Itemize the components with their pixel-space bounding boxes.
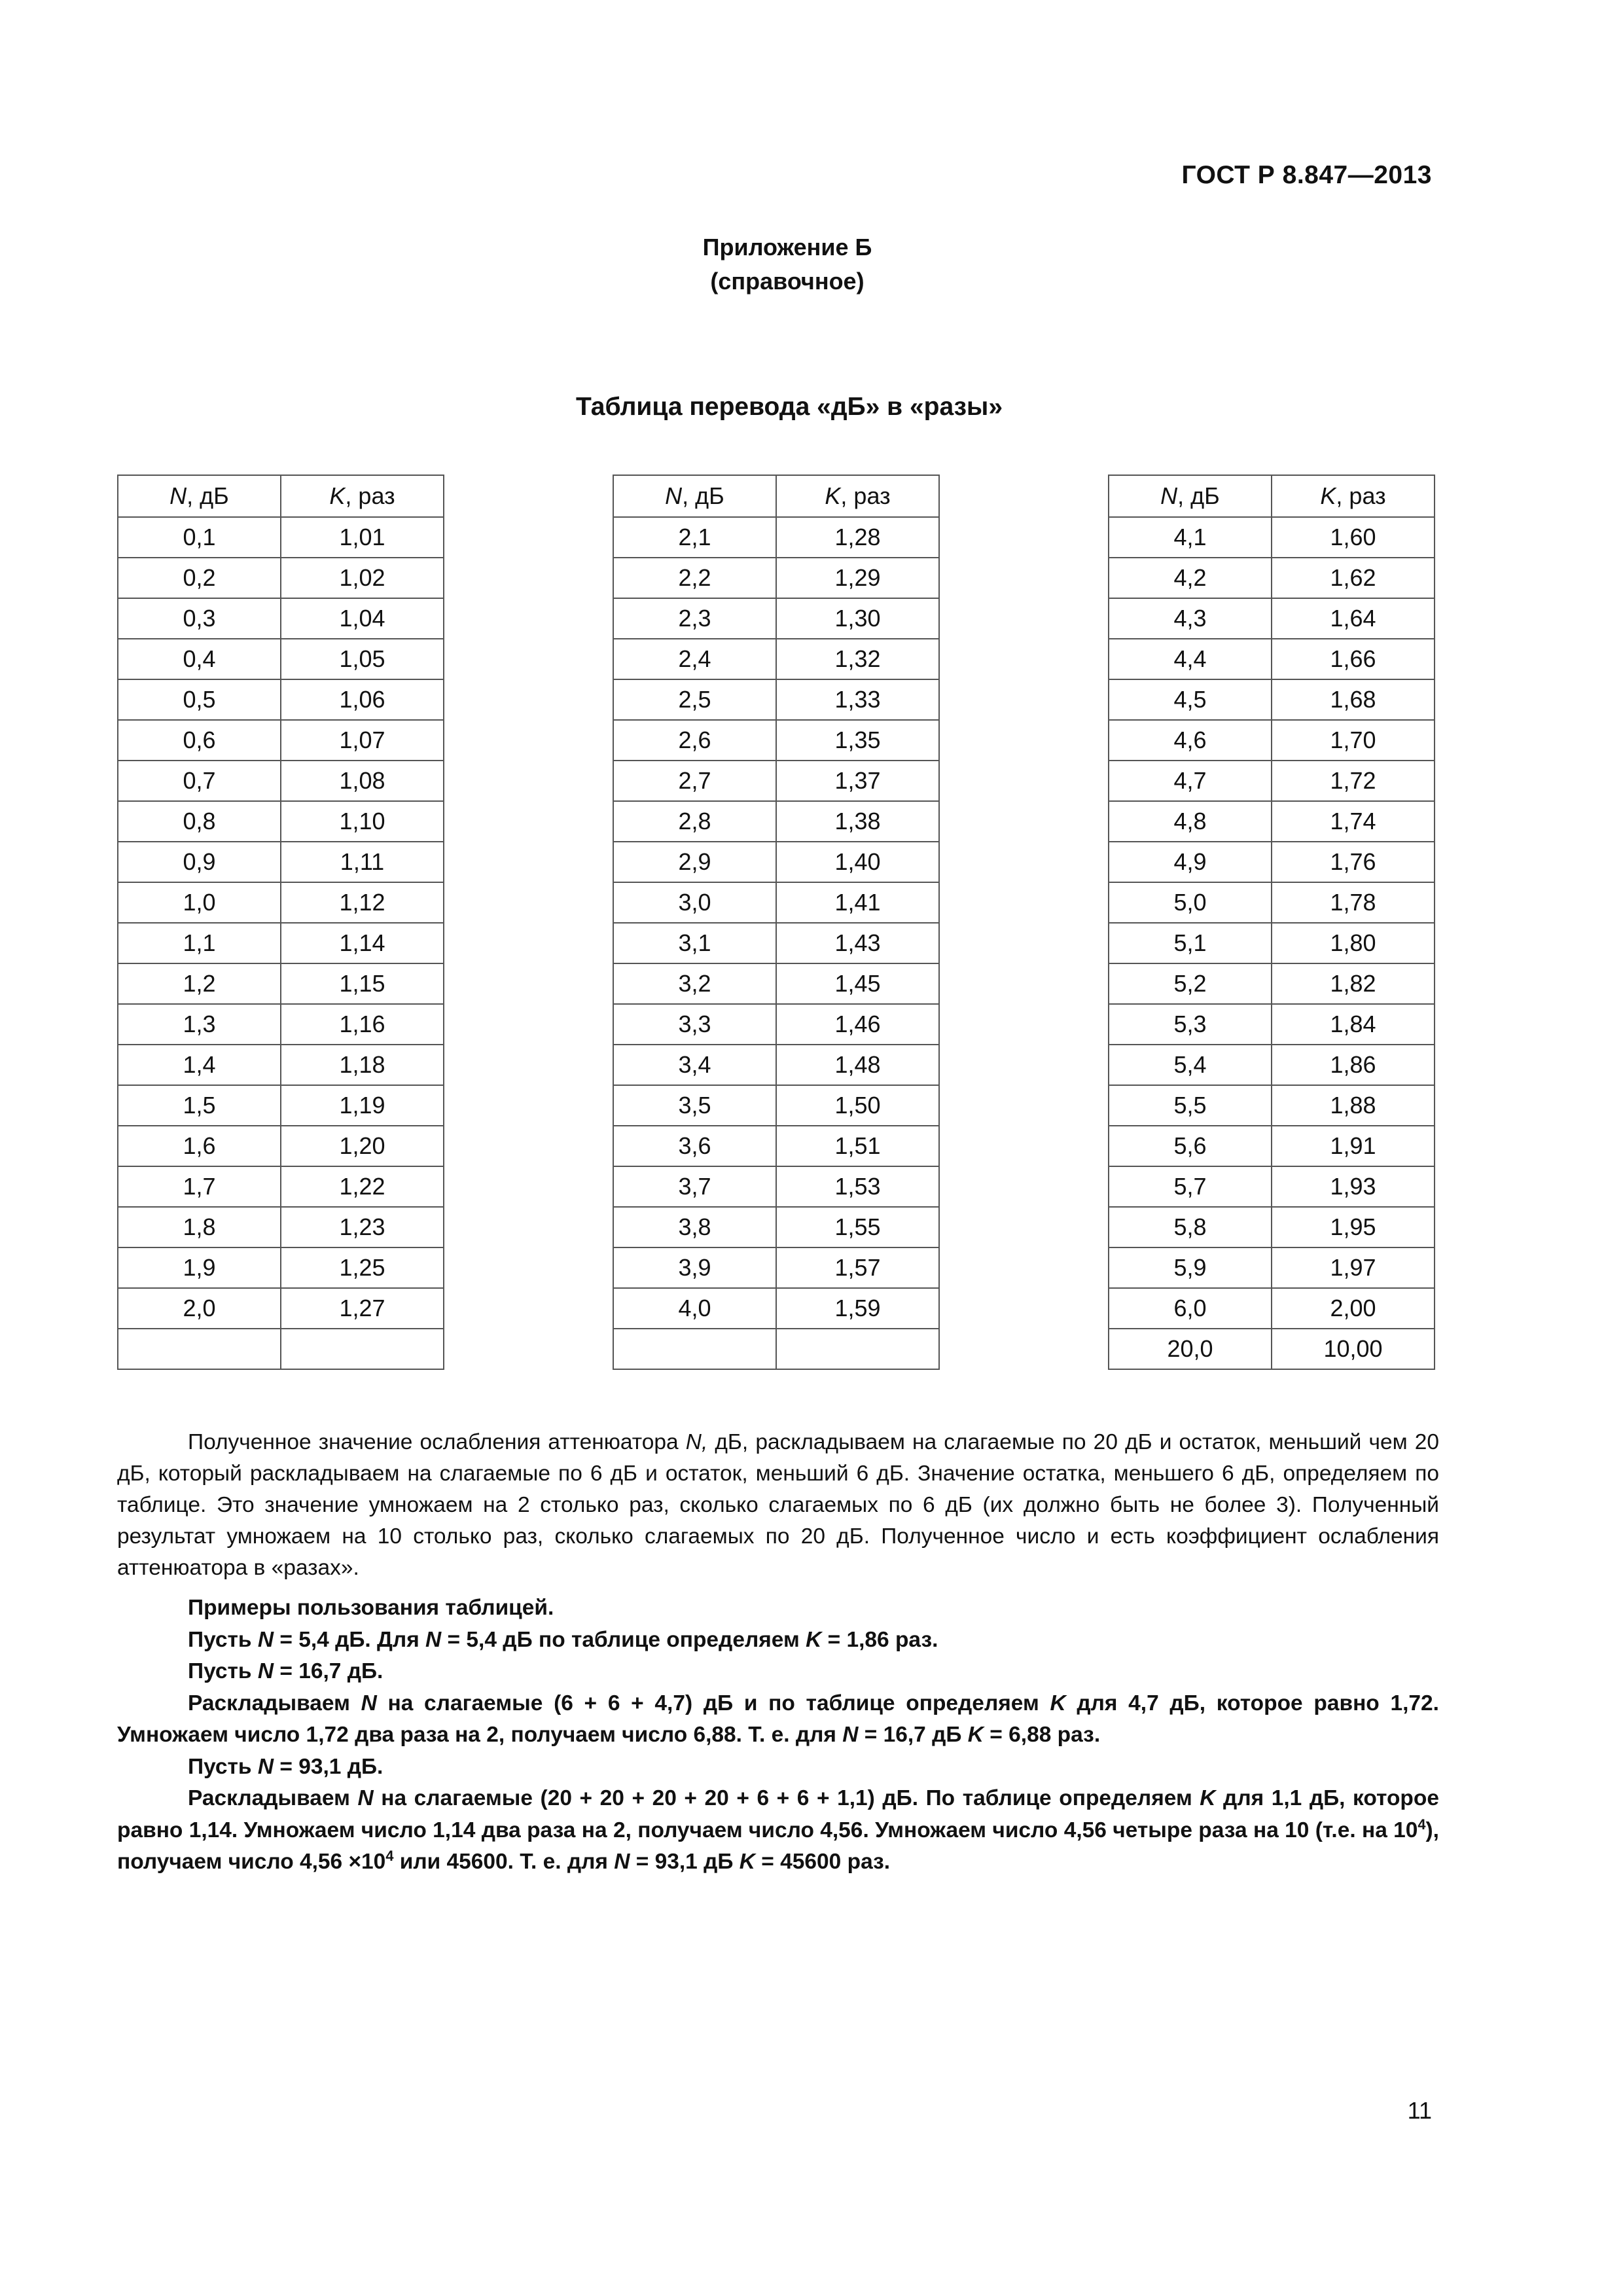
cell-k-times: 1,35 — [776, 720, 939, 761]
table-row — [118, 1329, 444, 1369]
cell-k-times: 2,00 — [1272, 1288, 1435, 1329]
table-row — [613, 517, 939, 558]
cell-k-times: 1,86 — [1272, 1045, 1435, 1085]
cell-k-times: 1,38 — [776, 801, 939, 842]
cell-k-times: 1,55 — [776, 1207, 939, 1247]
conversion-table-1 — [117, 475, 444, 1370]
cell-n-db: 20,0 — [1109, 1329, 1272, 1369]
table-row — [613, 1288, 939, 1329]
cell-k-times: 1,14 — [281, 923, 444, 963]
var-n: N, — [685, 1430, 708, 1454]
table-row — [613, 1329, 939, 1369]
cell-k-times: 1,78 — [1272, 882, 1435, 923]
page-number: 11 — [1407, 2097, 1432, 2124]
cell-n-db: 3,9 — [613, 1247, 776, 1288]
cell-n-db: 0,9 — [118, 842, 281, 882]
cell-k-times: 1,68 — [1272, 679, 1435, 720]
table-row — [1109, 1166, 1435, 1207]
header-k: K, раз — [281, 475, 444, 517]
table-row — [613, 1004, 939, 1045]
cell-n-db: 1,3 — [118, 1004, 281, 1045]
cell-n-db: 5,0 — [1109, 882, 1272, 923]
cell-k-times: 1,59 — [776, 1288, 939, 1329]
table-row — [1109, 720, 1435, 761]
cell-k-times: 1,32 — [776, 639, 939, 679]
cell-n-db: 2,6 — [613, 720, 776, 761]
cell-n-db: 5,1 — [1109, 923, 1272, 963]
cell-k-times: 1,11 — [281, 842, 444, 882]
cell-n-db: 5,9 — [1109, 1247, 1272, 1288]
cell-k-times: 1,16 — [281, 1004, 444, 1045]
table-row — [1109, 517, 1435, 558]
cell-k-times: 1,76 — [1272, 842, 1435, 882]
table-row — [613, 882, 939, 923]
cell-k-times: 1,41 — [776, 882, 939, 923]
table-row — [118, 558, 444, 598]
cell-n-db: 1,6 — [118, 1126, 281, 1166]
appendix-title: Приложение Б — [702, 234, 872, 260]
cell-k-times: 1,05 — [281, 639, 444, 679]
table-row — [613, 1085, 939, 1126]
cell-n-db: 1,9 — [118, 1247, 281, 1288]
cell-k-times: 1,25 — [281, 1247, 444, 1288]
cell-k-times: 1,60 — [1272, 517, 1435, 558]
document-code: ГОСТ Р 8.847—2013 — [1181, 161, 1432, 189]
cell-n-db: 5,2 — [1109, 963, 1272, 1004]
table-header-row — [613, 475, 939, 517]
header-n: N, дБ — [613, 475, 776, 517]
cell-n-db: 4,1 — [1109, 517, 1272, 558]
table-row — [613, 1126, 939, 1166]
cell-k-times: 1,18 — [281, 1045, 444, 1085]
table-row — [118, 923, 444, 963]
cell-n-db: 2,4 — [613, 639, 776, 679]
cell-n-db: 1,1 — [118, 923, 281, 963]
cell-n-db: 0,7 — [118, 761, 281, 801]
table-row — [1109, 558, 1435, 598]
conversion-table-3 — [1108, 475, 1435, 1370]
table-row — [1109, 882, 1435, 923]
cell-k-times: 1,28 — [776, 517, 939, 558]
cell-n-db: 0,8 — [118, 801, 281, 842]
cell-n-db: 3,2 — [613, 963, 776, 1004]
table-row — [1109, 761, 1435, 801]
cell-n-db: 1,8 — [118, 1207, 281, 1247]
cell-n-db: 3,3 — [613, 1004, 776, 1045]
cell-k-times: 1,95 — [1272, 1207, 1435, 1247]
cell-k-times: 1,97 — [1272, 1247, 1435, 1288]
cell-k-times: 1,57 — [776, 1247, 939, 1288]
cell-k-times: 1,43 — [776, 923, 939, 963]
cell-n-db: 1,7 — [118, 1166, 281, 1207]
cell-n-db: 2,8 — [613, 801, 776, 842]
cell-k-times: 1,12 — [281, 882, 444, 923]
cell-k-times: 1,66 — [1272, 639, 1435, 679]
cell-n-db: 2,3 — [613, 598, 776, 639]
table-row — [613, 639, 939, 679]
table-row — [613, 679, 939, 720]
appendix-subtitle: (справочное) — [710, 268, 865, 295]
cell-k-times: 1,19 — [281, 1085, 444, 1126]
cell-k-times: 1,91 — [1272, 1126, 1435, 1166]
table-row — [1109, 1085, 1435, 1126]
cell-k-times: 1,80 — [1272, 923, 1435, 963]
cell-k-times: 1,53 — [776, 1166, 939, 1207]
table-row — [613, 923, 939, 963]
cell-n-db: 3,7 — [613, 1166, 776, 1207]
table-row — [1109, 801, 1435, 842]
cell-k-times: 1,46 — [776, 1004, 939, 1045]
cell-k-times: 1,88 — [1272, 1085, 1435, 1126]
table-row — [1109, 923, 1435, 963]
cell-n-db — [613, 1329, 776, 1369]
cell-n-db: 0,6 — [118, 720, 281, 761]
cell-k-times: 1,82 — [1272, 963, 1435, 1004]
examples-section — [117, 1592, 1439, 1878]
table-row — [118, 1207, 444, 1247]
cell-n-db: 5,8 — [1109, 1207, 1272, 1247]
table-row — [1109, 598, 1435, 639]
cell-n-db: 3,0 — [613, 882, 776, 923]
table-row — [613, 1166, 939, 1207]
example-2: Пусть N = 16,7 дБ. — [188, 1659, 383, 1683]
cell-n-db: 3,4 — [613, 1045, 776, 1085]
cell-k-times: 1,22 — [281, 1166, 444, 1207]
table-row — [613, 842, 939, 882]
cell-n-db: 3,6 — [613, 1126, 776, 1166]
table-header-row — [1109, 475, 1435, 517]
cell-n-db: 4,4 — [1109, 639, 1272, 679]
table-row — [118, 842, 444, 882]
cell-k-times: 1,01 — [281, 517, 444, 558]
cell-k-times: 1,02 — [281, 558, 444, 598]
cell-n-db: 4,7 — [1109, 761, 1272, 801]
cell-n-db: 1,2 — [118, 963, 281, 1004]
table-row — [118, 963, 444, 1004]
table-row — [613, 598, 939, 639]
cell-k-times: 1,74 — [1272, 801, 1435, 842]
cell-n-db — [118, 1329, 281, 1369]
cell-n-db: 5,5 — [1109, 1085, 1272, 1126]
cell-k-times: 1,48 — [776, 1045, 939, 1085]
cell-n-db: 2,1 — [613, 517, 776, 558]
cell-n-db: 5,6 — [1109, 1126, 1272, 1166]
cell-k-times: 1,15 — [281, 963, 444, 1004]
cell-k-times: 1,04 — [281, 598, 444, 639]
table-row — [118, 1166, 444, 1207]
table-row — [1109, 1126, 1435, 1166]
table-row — [613, 761, 939, 801]
cell-n-db: 4,5 — [1109, 679, 1272, 720]
cell-k-times: 1,30 — [776, 598, 939, 639]
cell-n-db: 0,2 — [118, 558, 281, 598]
table-title — [0, 393, 1623, 422]
cell-k-times: 1,50 — [776, 1085, 939, 1126]
table-row — [613, 720, 939, 761]
cell-n-db: 2,7 — [613, 761, 776, 801]
cell-n-db: 3,5 — [613, 1085, 776, 1126]
cell-k-times: 1,51 — [776, 1126, 939, 1166]
cell-n-db: 3,1 — [613, 923, 776, 963]
cell-k-times — [281, 1329, 444, 1369]
cell-n-db: 5,4 — [1109, 1045, 1272, 1085]
table-title-text: Таблица перевода «дБ» в «разы» — [575, 393, 1003, 421]
table-row — [118, 720, 444, 761]
cell-k-times: 1,27 — [281, 1288, 444, 1329]
cell-k-times: 1,70 — [1272, 720, 1435, 761]
cell-n-db: 4,2 — [1109, 558, 1272, 598]
cell-n-db: 4,0 — [613, 1288, 776, 1329]
header-n: N, дБ — [1109, 475, 1272, 517]
table-header-row — [118, 475, 444, 517]
cell-n-db: 1,5 — [118, 1085, 281, 1126]
cell-k-times: 1,23 — [281, 1207, 444, 1247]
table-row — [118, 801, 444, 842]
table-row — [118, 679, 444, 720]
table-row — [1109, 1247, 1435, 1288]
table-row — [118, 1045, 444, 1085]
table-row — [613, 1207, 939, 1247]
cell-n-db: 2,2 — [613, 558, 776, 598]
table-row — [1109, 842, 1435, 882]
cell-k-times: 1,64 — [1272, 598, 1435, 639]
example-4: Пусть N = 93,1 дБ. — [188, 1754, 383, 1779]
examples-heading: Примеры пользования таблицей. — [188, 1596, 554, 1620]
cell-n-db: 0,5 — [118, 679, 281, 720]
header-n: N, дБ — [118, 475, 281, 517]
cell-k-times: 1,40 — [776, 842, 939, 882]
table-row — [1109, 1207, 1435, 1247]
cell-n-db: 3,8 — [613, 1207, 776, 1247]
appendix-heading — [0, 230, 1623, 298]
cell-n-db: 2,5 — [613, 679, 776, 720]
cell-k-times: 10,00 — [1272, 1329, 1435, 1369]
table-row — [118, 761, 444, 801]
table-row — [118, 1085, 444, 1126]
table-row — [1109, 1288, 1435, 1329]
cell-n-db: 4,6 — [1109, 720, 1272, 761]
table-row — [1109, 1004, 1435, 1045]
explanation-paragraph: Полученное значение ослабления аттенюатора N, дБ, раскладываем на слагаемые по 20 дБ и остаток, меньший чем 20 дБ, который раскладываем на слагаемые по 6 дБ и остаток, меньший 6 дБ. Значение остатка, меньшего 6 дБ, определяем по таблице. Это значение умножаем на 2 столько раз, сколько слагаемых по 6 дБ (их должно быть не более 3). Полученный результат умножаем на 10 столько раз, сколько слагаемых по 20 дБ. Полученное число и есть коэффициент ослабления аттенюатора в «разах». — [117, 1430, 1439, 1580]
cell-k-times: 1,29 — [776, 558, 939, 598]
table-row — [118, 598, 444, 639]
cell-n-db: 1,4 — [118, 1045, 281, 1085]
table-row — [1109, 639, 1435, 679]
cell-k-times: 1,84 — [1272, 1004, 1435, 1045]
cell-n-db: 5,3 — [1109, 1004, 1272, 1045]
cell-n-db: 0,1 — [118, 517, 281, 558]
cell-n-db: 2,0 — [118, 1288, 281, 1329]
table-row — [118, 882, 444, 923]
table-row — [613, 801, 939, 842]
cell-k-times: 1,20 — [281, 1126, 444, 1166]
table-row — [118, 639, 444, 679]
cell-n-db: 2,9 — [613, 842, 776, 882]
cell-k-times: 1,06 — [281, 679, 444, 720]
cell-k-times: 1,45 — [776, 963, 939, 1004]
table-row — [1109, 679, 1435, 720]
cell-n-db: 4,9 — [1109, 842, 1272, 882]
cell-n-db: 1,0 — [118, 882, 281, 923]
cell-k-times — [776, 1329, 939, 1369]
table-row — [118, 1126, 444, 1166]
cell-k-times: 1,62 — [1272, 558, 1435, 598]
cell-n-db: 0,3 — [118, 598, 281, 639]
cell-k-times: 1,37 — [776, 761, 939, 801]
table-row — [613, 1247, 939, 1288]
example-5: Раскладываем N на слагаемые (20 + 20 + 20 + 20 + 6 + 6 + 1,1) дБ. По таблице определяем K для 1,1 дБ, которое равно 1,14. Умножаем число 1,14 два раза на 2, получаем число 4,56. Умножаем число 4,56 четыре раза на 10 (т.е. на $10^4$), получаем число $4,56 \times 10^4$ или 45600. Т. е. для N = 93,1 дБ K = 45600 раз. — [117, 1786, 1439, 1874]
table-row — [1109, 1045, 1435, 1085]
table-row — [118, 1247, 444, 1288]
header-k: K, раз — [1272, 475, 1435, 517]
table-row — [118, 517, 444, 558]
header-k: K, раз — [776, 475, 939, 517]
example-3: Раскладываем N на слагаемые (6 + 6 + 4,7) дБ и по таблице определяем K для 4,7 дБ, которое равно 1,72. Умножаем число 1,72 два раза на 2, получаем число 6,88. Т. е. для N = 16,7 дБ K = 6,88 раз. — [117, 1691, 1439, 1747]
cell-k-times: 1,10 — [281, 801, 444, 842]
cell-n-db: 6,0 — [1109, 1288, 1272, 1329]
example-1: Пусть N = 5,4 дБ. Для N = 5,4 дБ по таблице определяем K = 1,86 раз. — [188, 1627, 938, 1652]
conversion-table-2 — [613, 475, 940, 1370]
table-row — [118, 1004, 444, 1045]
cell-k-times: 1,72 — [1272, 761, 1435, 801]
explanation-text — [117, 1427, 1439, 1584]
cell-k-times: 1,08 — [281, 761, 444, 801]
table-row — [1109, 963, 1435, 1004]
cell-n-db: 4,8 — [1109, 801, 1272, 842]
cell-n-db: 4,3 — [1109, 598, 1272, 639]
table-row — [613, 1045, 939, 1085]
cell-k-times: 1,93 — [1272, 1166, 1435, 1207]
cell-n-db: 0,4 — [118, 639, 281, 679]
cell-k-times: 1,07 — [281, 720, 444, 761]
table-row — [1109, 1329, 1435, 1369]
table-row — [613, 558, 939, 598]
table-row — [118, 1288, 444, 1329]
cell-k-times: 1,33 — [776, 679, 939, 720]
cell-n-db: 5,7 — [1109, 1166, 1272, 1207]
table-row — [613, 963, 939, 1004]
